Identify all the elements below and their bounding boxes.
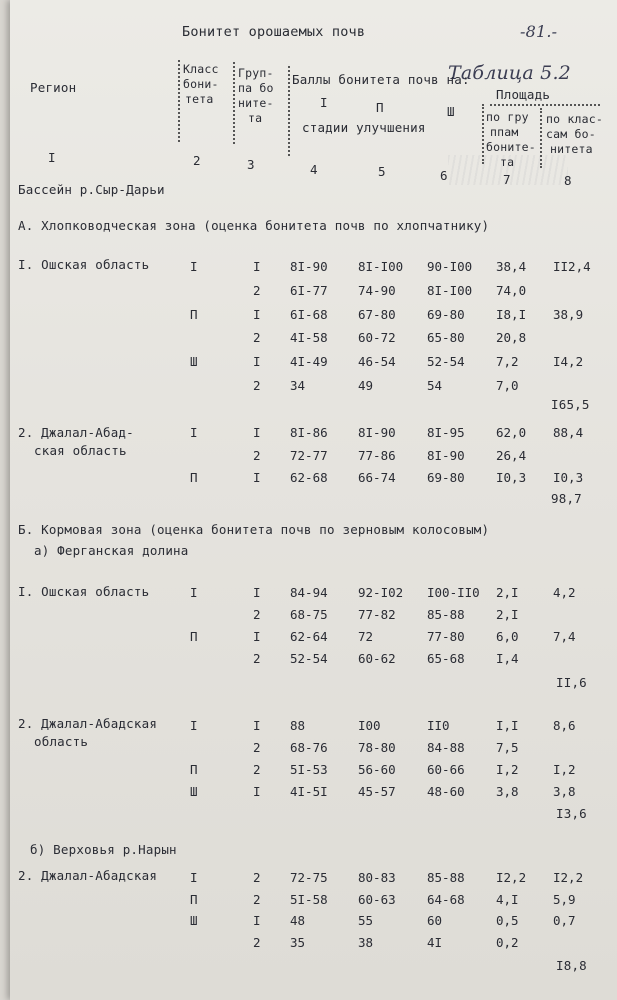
- area-underline: [490, 104, 600, 106]
- cell-s2: 8I-90: [358, 425, 396, 440]
- table-row: [0, 718, 617, 738]
- region-osh-b: I. Ошская область: [18, 584, 150, 599]
- cell-a7: I,I: [496, 718, 519, 733]
- cell-s2: 56-60: [358, 762, 396, 777]
- cell-grp: 2: [253, 607, 261, 622]
- cell-a7: 26,4: [496, 447, 527, 463]
- cell-grp: I: [253, 784, 261, 799]
- header-by-class-1: по клас-: [546, 112, 603, 126]
- cell-s3: 84-88: [427, 740, 465, 755]
- cell-grp: 2: [253, 378, 261, 393]
- cell-grp: 2: [253, 282, 261, 298]
- table-row: [0, 354, 617, 374]
- cell-grp: I: [253, 425, 261, 440]
- cell-grp: 2: [253, 762, 261, 777]
- region-jalal-b-line1: 2. Джалал-Абадская: [18, 716, 158, 731]
- cell-s3: 8I-95: [427, 425, 465, 440]
- table-row: [0, 870, 617, 890]
- header-region: Регион: [30, 80, 77, 95]
- cell-s1: 8I-86: [290, 425, 328, 440]
- table-row: [0, 259, 617, 279]
- cell-s2: 66-74: [358, 470, 396, 485]
- table-row: [0, 448, 617, 468]
- total-a1: I65,5: [551, 397, 590, 412]
- cell-a7: I,4: [496, 651, 519, 666]
- cell-grp: I: [253, 259, 261, 274]
- cell-s3: 64-68: [427, 891, 465, 907]
- header-by-group-3: боните-: [486, 140, 536, 154]
- basin-heading: Бассейн р.Сыр-Дарьи: [18, 182, 165, 197]
- cell-s2: 38: [358, 934, 374, 950]
- table-row: [0, 470, 617, 490]
- cell-s3: 8I-90: [427, 447, 465, 463]
- cell-s1: 88: [290, 718, 306, 733]
- cell-s2: I00: [358, 718, 381, 733]
- cell-grp: I: [253, 913, 261, 928]
- cell-s1: 62-64: [290, 629, 328, 644]
- cell-s2: 49: [358, 378, 374, 393]
- cell-s2: 67-80: [358, 306, 396, 322]
- table-row: [0, 307, 617, 327]
- cell-a7: I0,3: [496, 470, 527, 485]
- cell-a7: 20,8: [496, 330, 527, 346]
- cell-cls: П: [190, 306, 198, 322]
- cell-grp: 2: [253, 447, 261, 463]
- column-separator: [233, 62, 235, 144]
- cell-s2: 45-57: [358, 784, 396, 799]
- cell-a7: 2,I: [496, 585, 519, 600]
- cell-s2: 60-63: [358, 891, 396, 907]
- col-number-5: 5: [378, 164, 386, 179]
- cell-s3: 48-60: [427, 784, 465, 799]
- region-jalal-b-line2: область: [34, 734, 89, 749]
- header-group-1: Груп-: [238, 66, 274, 80]
- header-scores: Баллы бонитета почв на:: [292, 72, 470, 87]
- cell-s1: 72-77: [290, 447, 328, 463]
- cell-grp: I: [253, 585, 261, 600]
- cell-s3: 90-I00: [427, 259, 473, 274]
- cell-s3: 69-80: [427, 470, 465, 485]
- cell-a8: 4,2: [553, 585, 576, 600]
- cell-a7: 4,I: [496, 891, 519, 907]
- cell-a7: I8,I: [496, 306, 527, 322]
- cell-cls: Ш: [190, 913, 198, 928]
- cell-s1: 5I-53: [290, 762, 328, 777]
- cell-cls: П: [190, 470, 198, 485]
- cell-a8: 8,6: [553, 718, 576, 733]
- cell-a7: 7,5: [496, 740, 519, 755]
- cell-s1: 6I-68: [290, 306, 328, 322]
- column-separator: [178, 60, 180, 142]
- cell-s1: 62-68: [290, 470, 328, 485]
- cell-a8: 7,4: [553, 629, 576, 644]
- cell-a8: 5,9: [553, 891, 576, 907]
- cell-a7: 7,0: [496, 378, 519, 393]
- cell-s3: 8I-I00: [427, 282, 473, 298]
- cell-a8: 3,8: [553, 784, 576, 799]
- cell-s2: 77-86: [358, 447, 396, 463]
- cell-s3: 65-80: [427, 330, 465, 346]
- table-row: [0, 651, 617, 671]
- cell-grp: I: [253, 629, 261, 644]
- header-class-1: Класс: [183, 62, 219, 76]
- cell-a7: 7,2: [496, 354, 519, 370]
- header-stage-1: I: [320, 95, 328, 110]
- table-row: [0, 892, 617, 912]
- cell-cls: I: [190, 718, 198, 733]
- table-row: [0, 629, 617, 649]
- cell-cls: I: [190, 259, 198, 274]
- cell-a8: 88,4: [553, 425, 584, 440]
- header-stages: стадии улучшения: [302, 120, 426, 135]
- cell-cls: I: [190, 585, 198, 600]
- cell-a7: 62,0: [496, 425, 527, 440]
- cell-s2: 92-I02: [358, 585, 404, 600]
- cell-cls: I: [190, 870, 198, 885]
- cell-s3: 54: [427, 378, 443, 393]
- total-c: I8,8: [556, 958, 587, 973]
- header-stage-2: П: [376, 100, 384, 115]
- cell-grp: 2: [253, 891, 261, 907]
- page-title: Бонитет орошаемых почв: [182, 24, 366, 40]
- header-group-2: па бо: [238, 81, 274, 95]
- zone-b-heading: Б. Кормовая зона (оценка бонитета почв по зерновым колосовым): [18, 522, 490, 537]
- cell-s2: 78-80: [358, 740, 396, 755]
- cell-a8: I,2: [553, 762, 576, 777]
- cell-s1: 4I-49: [290, 354, 328, 370]
- cell-a7: 38,4: [496, 259, 527, 274]
- table-row: [0, 330, 617, 350]
- header-by-class-2: сам бо-: [546, 127, 596, 141]
- region-jalal-a-line1: 2. Джалал-Абад-: [18, 425, 134, 440]
- cell-grp: I: [253, 306, 261, 322]
- col-number-8: 8: [564, 173, 572, 188]
- cell-a7: 74,0: [496, 282, 527, 298]
- cell-s1: 6I-77: [290, 282, 328, 298]
- cell-s1: 72-75: [290, 870, 328, 885]
- header-area: Площадь: [496, 87, 551, 102]
- cell-cls: Ш: [190, 784, 198, 799]
- col-number-3: 3: [247, 157, 255, 172]
- table-row: [0, 378, 617, 398]
- cell-s3: 60: [427, 913, 443, 928]
- sub-a-heading: а) Ферганская долина: [34, 543, 189, 558]
- col-number-1: I: [48, 150, 56, 165]
- total-b1: II,6: [556, 675, 587, 690]
- cell-s2: 80-83: [358, 870, 396, 885]
- cell-a7: 3,8: [496, 784, 519, 799]
- cell-s2: 74-90: [358, 282, 396, 298]
- sub-b-heading: б) Верховья р.Нарын: [30, 842, 177, 857]
- col-number-7: 7: [503, 172, 511, 187]
- cell-cls: П: [190, 891, 198, 907]
- header-group-4: та: [248, 111, 263, 125]
- col-number-6: 6: [440, 168, 448, 183]
- cell-a7: 2,I: [496, 607, 519, 622]
- total-a2: 98,7: [551, 491, 582, 506]
- region-jalal-c: 2. Джалал-Абадская: [18, 868, 158, 883]
- header-stage-3: Ш: [447, 104, 455, 119]
- table-row: [0, 762, 617, 782]
- cell-s3: 77-80: [427, 629, 465, 644]
- cell-s1: 35: [290, 934, 306, 950]
- cell-s3: II0: [427, 718, 450, 733]
- cell-s2: 8I-I00: [358, 259, 404, 274]
- table-row: [0, 935, 617, 955]
- table-row: [0, 740, 617, 760]
- cell-s1: 4I-58: [290, 330, 328, 346]
- cell-s1: 68-75: [290, 607, 328, 622]
- cell-a8: I2,2: [553, 870, 584, 885]
- zone-a-heading: А. Хлопководческая зона (оценка бонитета почв по хлопчатнику): [18, 218, 490, 233]
- cell-s3: 85-88: [427, 607, 465, 622]
- header-group-3: ните-: [238, 96, 274, 110]
- cell-cls: П: [190, 762, 198, 777]
- cell-s1: 4I-5I: [290, 784, 328, 799]
- cell-grp: 2: [253, 330, 261, 346]
- cell-a8: 0,7: [553, 913, 576, 928]
- cell-s2: 72: [358, 629, 374, 644]
- table-row: [0, 585, 617, 605]
- cell-a8: 38,9: [553, 306, 584, 322]
- cell-s3: I00-II0: [427, 585, 480, 600]
- cell-s3: 85-88: [427, 870, 465, 885]
- cell-s2: 77-82: [358, 607, 396, 622]
- table-row: [0, 913, 617, 933]
- table-label: Таблица 5.2: [448, 62, 571, 84]
- cell-a7: I,2: [496, 762, 519, 777]
- cell-grp: 2: [253, 934, 261, 950]
- cell-a7: I2,2: [496, 870, 527, 885]
- cell-s3: 60-66: [427, 762, 465, 777]
- column-separator: [288, 66, 290, 156]
- cell-s1: 84-94: [290, 585, 328, 600]
- cell-grp: 2: [253, 651, 261, 666]
- region-jalal-a-line2: ская область: [34, 443, 127, 458]
- table-row: [0, 283, 617, 303]
- cell-a7: 0,2: [496, 934, 519, 950]
- col-number-4: 4: [310, 162, 318, 177]
- header-by-class-3: нитета: [550, 142, 593, 156]
- cell-s2: 46-54: [358, 354, 396, 370]
- cell-a8: I0,3: [553, 470, 584, 485]
- cell-s1: 52-54: [290, 651, 328, 666]
- cell-cls: Ш: [190, 354, 198, 370]
- cell-grp: 2: [253, 870, 261, 885]
- header-by-group-2: ппам: [490, 125, 519, 139]
- header-class-3: тета: [185, 92, 214, 106]
- cell-s3: 4I: [427, 934, 443, 950]
- header-class-2: бони-: [183, 77, 219, 91]
- cell-s3: 65-68: [427, 651, 465, 666]
- cell-a8: II2,4: [553, 259, 591, 274]
- cell-s2: 55: [358, 913, 374, 928]
- cell-grp: 2: [253, 740, 261, 755]
- cell-s1: 34: [290, 378, 306, 393]
- cell-cls: I: [190, 425, 198, 440]
- page-number: -81.-: [520, 22, 558, 41]
- cell-s1: 5I-58: [290, 891, 328, 907]
- region-osh-a: I. Ошская область: [18, 257, 150, 272]
- cell-s1: 8I-90: [290, 259, 328, 274]
- cell-grp: I: [253, 354, 261, 370]
- total-b2: I3,6: [556, 806, 587, 821]
- table-row: [0, 425, 617, 445]
- cell-s3: 52-54: [427, 354, 465, 370]
- table-row: [0, 607, 617, 627]
- cell-grp: I: [253, 470, 261, 485]
- cell-s1: 48: [290, 913, 306, 928]
- col-number-2: 2: [193, 153, 201, 168]
- cell-s3: 69-80: [427, 306, 465, 322]
- cell-cls: П: [190, 629, 198, 644]
- ink-smudge: [448, 155, 568, 185]
- cell-a7: 0,5: [496, 913, 519, 928]
- cell-s1: 68-76: [290, 740, 328, 755]
- header-by-group-4: та: [500, 155, 515, 169]
- table-row: [0, 784, 617, 804]
- cell-s2: 60-72: [358, 330, 396, 346]
- cell-a8: I4,2: [553, 354, 584, 370]
- cell-grp: I: [253, 718, 261, 733]
- header-by-group-1: по гру: [486, 110, 529, 124]
- cell-a7: 6,0: [496, 629, 519, 644]
- cell-s2: 60-62: [358, 651, 396, 666]
